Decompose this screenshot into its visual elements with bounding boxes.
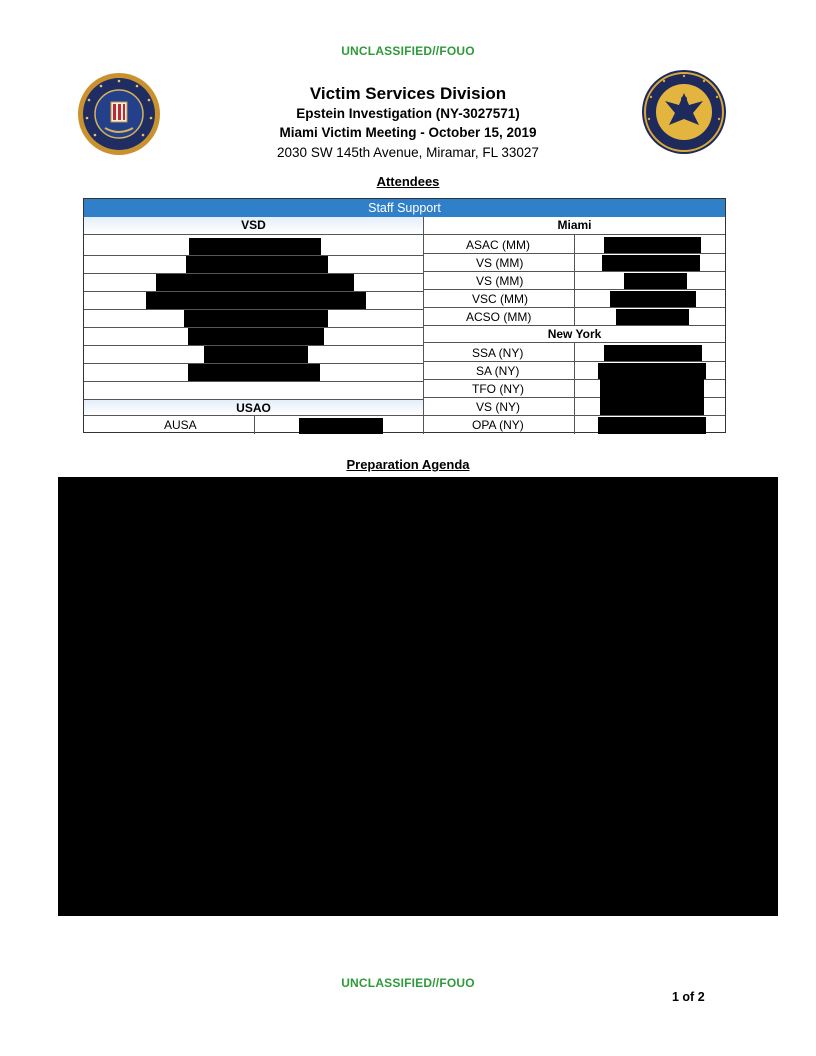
meeting-address: 2030 SW 145th Avenue, Miramar, FL 33027 xyxy=(277,145,539,160)
redaction-block xyxy=(204,346,308,363)
redaction-block xyxy=(184,310,328,327)
meeting-title: Miami Victim Meeting - October 15, 2019 xyxy=(279,125,537,140)
newyork-role: SA (NY) xyxy=(476,364,520,378)
redaction-block xyxy=(600,379,704,397)
agenda-heading: Preparation Agenda xyxy=(346,457,470,472)
agenda-redaction xyxy=(58,477,778,916)
newyork-header: New York xyxy=(424,325,725,343)
division-title: Victim Services Division xyxy=(309,84,507,103)
doj-fbi-seal-icon xyxy=(77,72,161,156)
attendees-heading: Attendees xyxy=(376,174,440,189)
redaction-block xyxy=(598,417,706,434)
classification-bottom: UNCLASSIFIED//FOUO xyxy=(341,976,475,990)
attendees-table xyxy=(83,198,726,433)
classification-top: UNCLASSIFIED//FOUO xyxy=(341,44,475,58)
staff-support-band: Staff Support xyxy=(84,199,725,217)
redaction-block xyxy=(299,418,383,434)
redaction-block xyxy=(188,328,324,345)
newyork-role: SSA (NY) xyxy=(472,346,524,360)
miami-role: ACSO (MM) xyxy=(466,310,532,324)
redaction-block xyxy=(600,397,704,415)
redaction-block xyxy=(188,364,320,381)
redaction-block xyxy=(186,256,328,273)
newyork-role: OPA (NY) xyxy=(472,418,524,432)
page-number: 1 of 2 xyxy=(672,990,705,1004)
miami-role: ASAC (MM) xyxy=(466,238,530,252)
usao-header: USAO xyxy=(84,399,423,416)
miami-role: VSC (MM) xyxy=(472,292,528,306)
redaction-block xyxy=(602,255,700,271)
redaction-block xyxy=(156,274,354,291)
redaction-block xyxy=(146,292,366,309)
newyork-role: VS (NY) xyxy=(476,400,521,414)
miami-header: Miami xyxy=(424,217,725,235)
victim-services-seal-icon xyxy=(641,69,727,155)
redaction-block xyxy=(610,291,696,307)
redaction-block xyxy=(189,238,321,255)
miami-role: VS (MM) xyxy=(476,256,524,270)
redaction-block xyxy=(616,309,689,325)
newyork-role: TFO (NY) xyxy=(472,382,524,396)
redaction-block xyxy=(624,273,687,289)
redaction-block xyxy=(604,345,702,361)
usao-role: AUSA xyxy=(164,418,197,432)
miami-role: VS (MM) xyxy=(476,274,524,288)
redaction-block xyxy=(598,363,706,379)
investigation-title: Epstein Investigation (NY-3027571) xyxy=(296,106,520,121)
vsd-header: VSD xyxy=(84,217,423,235)
redaction-block xyxy=(604,237,701,253)
